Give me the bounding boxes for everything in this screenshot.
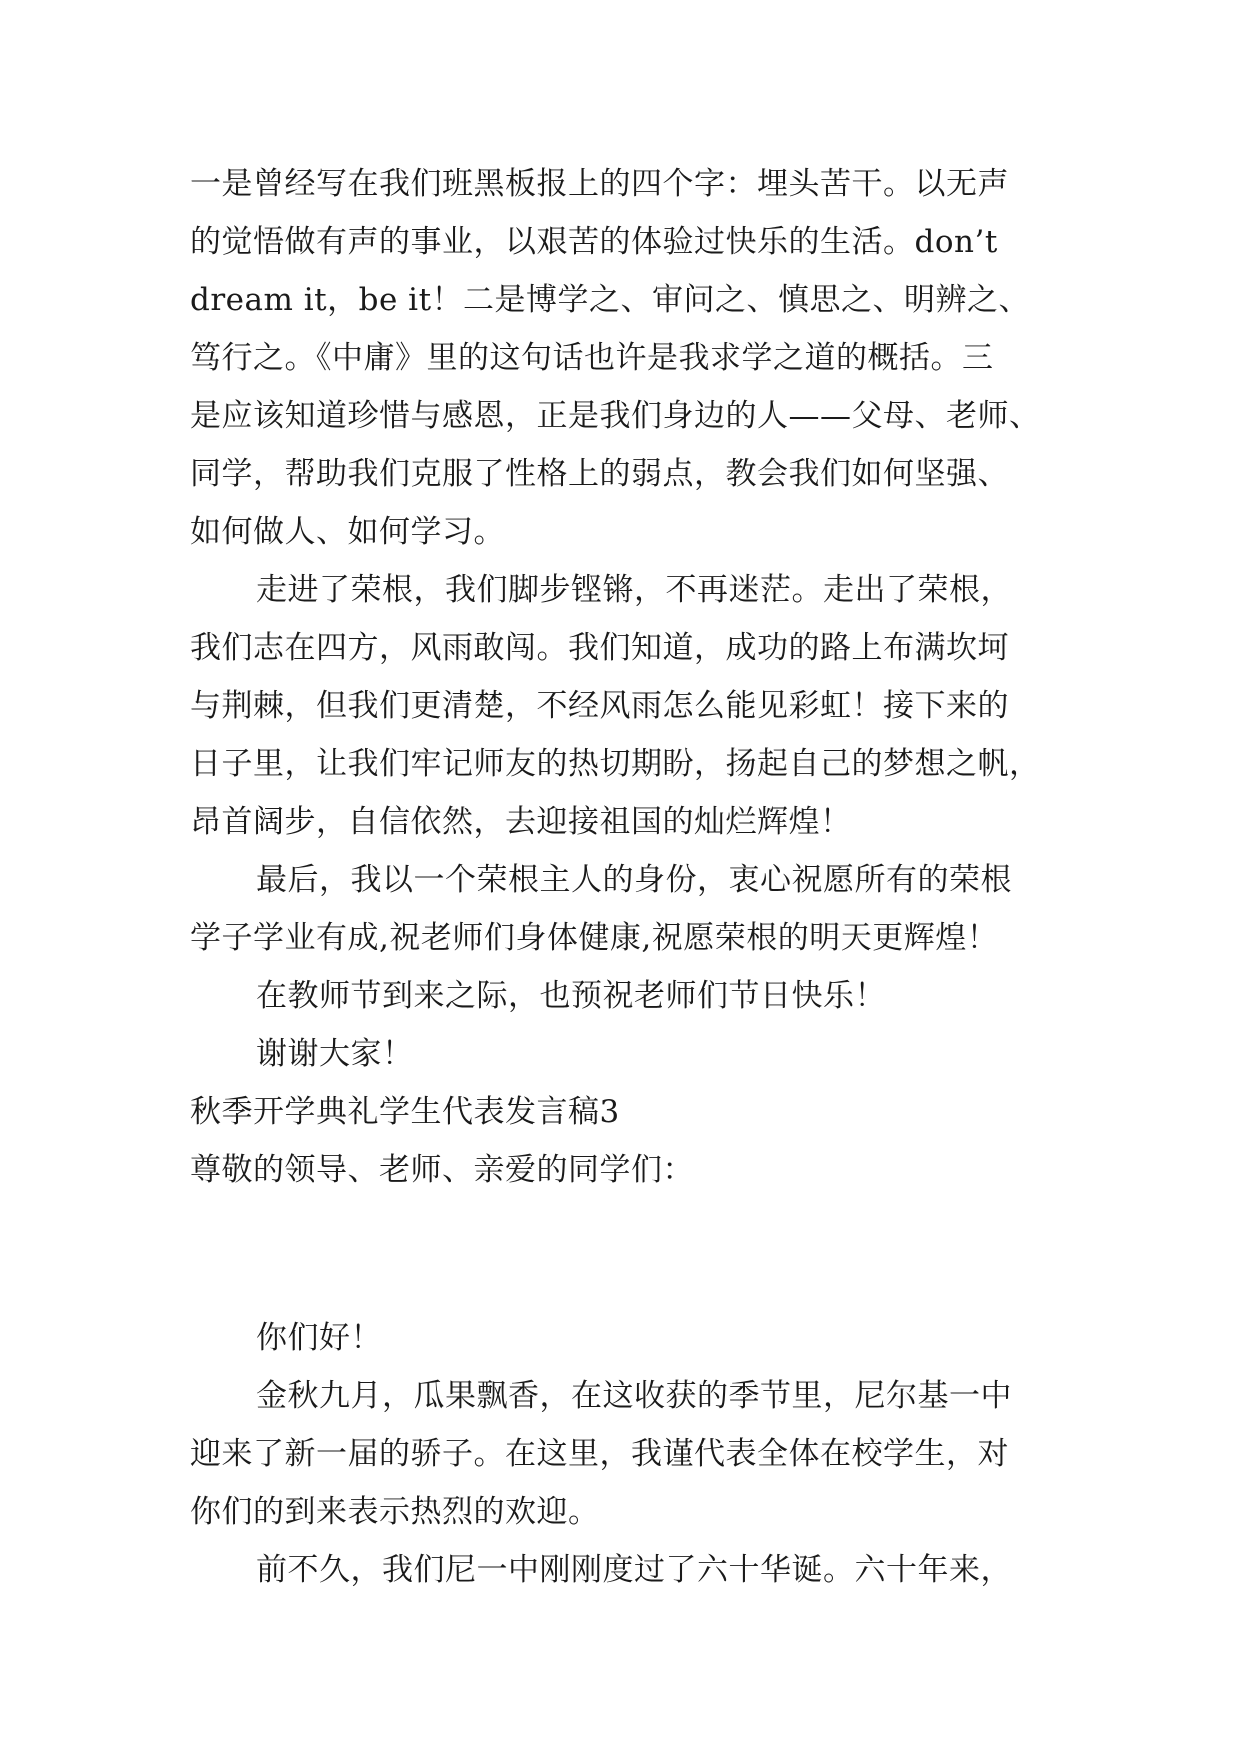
greeting: 你们好！ bbox=[256, 1320, 382, 1356]
paragraph-4: 在教师节到来之际，也预祝老师们节日快乐！ bbox=[256, 978, 886, 1014]
blank-spacer bbox=[190, 1199, 1070, 1309]
text-line: 迎来了新一届的骄子。在这里，我谨代表全体在校学生，对 bbox=[190, 1436, 1009, 1472]
text-line: 的觉悟做有声的事业，以艰苦的体验过快乐的生活。don’t bbox=[190, 224, 998, 260]
text-line: dream it，be it！二是博学之、审问之、慎思之、明辨之、 bbox=[190, 282, 1031, 318]
paragraph-2 bbox=[190, 561, 1070, 851]
text-line: 前不久，我们尼一中刚刚度过了六十华诞。六十年来， bbox=[256, 1552, 1012, 1588]
text-line: 最后，我以一个荣根主人的身份，衷心祝愿所有的荣根 bbox=[256, 862, 1012, 898]
text-line: 同学，帮助我们克服了性格上的弱点，教会我们如何坚强、 bbox=[190, 456, 1009, 492]
text-line: 学子学业有成,祝老师们身体健康,祝愿荣根的明天更辉煌！ bbox=[190, 920, 999, 956]
text-line: 金秋九月，瓜果飘香，在这收获的季节里，尼尔基一中 bbox=[256, 1378, 1012, 1414]
text-line: 如何做人、如何学习。 bbox=[190, 514, 505, 550]
document-page bbox=[190, 155, 1070, 1599]
paragraph-1 bbox=[190, 155, 1070, 561]
paragraph-6 bbox=[190, 1367, 1070, 1541]
text-line: 昂首阔步，自信依然，去迎接祖国的灿烂辉煌！ bbox=[190, 804, 852, 840]
paragraph-3 bbox=[190, 851, 1070, 967]
text-line: 是应该知道珍惜与感恩，正是我们身边的人——父母、老师、 bbox=[190, 398, 1041, 434]
text-line: 走进了荣根，我们脚步铿锵，不再迷茫。走出了荣根， bbox=[256, 572, 1012, 608]
paragraph-5: 谢谢大家！ bbox=[256, 1036, 414, 1072]
salutation: 尊敬的领导、老师、亲爱的同学们： bbox=[190, 1152, 694, 1188]
text-line: 一是曾经写在我们班黑板报上的四个字：埋头苦干。以无声 bbox=[190, 166, 1009, 202]
text-line: 与荆棘，但我们更清楚，不经风雨怎么能见彩虹！接下来的 bbox=[190, 688, 1009, 724]
text-line: 笃行之。《中庸》里的这句话也许是我求学之道的概括。三 bbox=[190, 340, 994, 376]
text-line: 你们的到来表示热烈的欢迎。 bbox=[190, 1494, 600, 1530]
paragraph-7 bbox=[190, 1541, 1070, 1599]
text-line: 我们志在四方，风雨敢闯。我们知道，成功的路上布满坎坷 bbox=[190, 630, 1009, 666]
section-title: 秋季开学典礼学生代表发言稿3 bbox=[190, 1094, 620, 1130]
text-line: 日子里，让我们牢记师友的热切期盼，扬起自己的梦想之帆， bbox=[190, 746, 1041, 782]
